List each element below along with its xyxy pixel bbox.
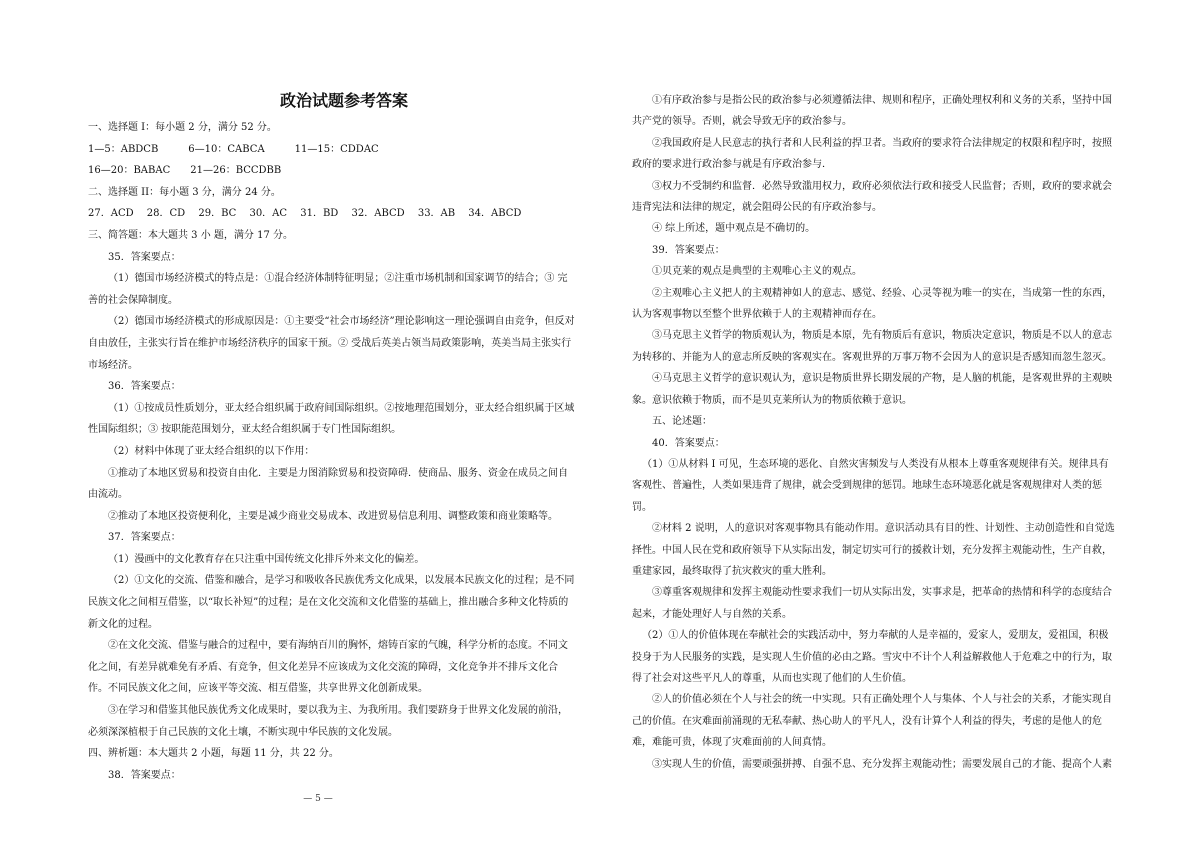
text-line: 客观性、普遍性，人类如果违背了规律，就会受到规律的惩罚。地球生态环境恶化就是客观规律对人类的惩 — [632, 480, 1102, 492]
text-line: 象。意识依赖于物质，而不是贝克莱所认为的物质依赖于意识。 — [632, 394, 912, 406]
text-line: 36．答案要点： — [108, 381, 181, 393]
text-line: （1）①按成员性质划分，亚太经合组织属于政府间国际组织。②按地理范围划分，亚太经合组织属于区域 — [108, 402, 575, 414]
text-line: ②在文化交流、借鉴与融合的过程中，要有海纳百川的胸怀，熔铸百家的气魄，科学分析的态度。不同文 — [108, 640, 568, 652]
text-line: ③实现人生的价值，需要顽强拼搏、自强不息、充分发挥主观能动性；需要发展自己的才能、提高个人素 — [652, 758, 1112, 770]
text-line: ③尊重客观规律和发挥主观能动性要求我们一切从实际出发，实事求是，把革命的热情和科学的态度结合 — [652, 587, 1112, 599]
text-line: 自由放任，主张实行旨在维护市场经济秩序的国家干预。② 受战后英美占领当局政策影响，英美当局主张实行 — [88, 337, 572, 349]
text-line: 必须深深植根于自己民族的文化土壤，不断实现中华民族的文化发展。 — [88, 726, 398, 738]
text-line: 五、论述题： — [652, 416, 712, 428]
text-line: （1）德国市场经济模式的特点是：①混合经济体制特征明显；②注重市场机制和国家调节的结合；③ 完 — [108, 273, 568, 285]
text-line: （1）①从材料 I 可见，生态环境的恶化、自然灾害频发与人类没有从根本上尊重客观规律有关。规律具有 — [642, 458, 1109, 470]
text-line: ②材料 2 说明，人的意识对客观事物具有能动作用。意识活动具有目的性、计划性、主动创造性和自觉选 — [652, 523, 1115, 535]
text-line: 38．答案要点： — [108, 769, 181, 781]
text-line: ③马克思主义哲学的物质观认为，物质是本原，先有物质后有意识，物质决定意识，物质是不以人的意志 — [652, 330, 1112, 342]
text-line: 为转移的、并能为人的意志所反映的客观实在。客观世界的万事万物不会因为人的意识是否感知而忽生忽灭。 — [632, 351, 1112, 363]
text-line: ④ 综上所述，题中观点是不确切的。 — [652, 223, 816, 235]
text-line: 得了社会对这些平凡人的尊重，从而也实现了他们的人生价值。 — [632, 672, 912, 684]
left-column — [88, 90, 600, 786]
text-line: ②人的价值必须在个人与社会的统一中实现。只有正确处理个人与集体、个人与社会的关系，才能实现自 — [652, 694, 1112, 706]
text-line: ①推动了本地区贸易和投资自由化．主要是力图消除贸易和投资障碍．使商品、服务、资金在成员之间自 — [108, 467, 568, 479]
left-column-text — [88, 117, 600, 786]
text-line: 重建家园，最终取得了抗灾救灾的重大胜利。 — [632, 565, 832, 577]
page-number: — 5 — — [303, 794, 333, 804]
text-line: ④马克思主义哲学的意识观认为，意识是物质世界长期发展的产物，是人脑的机能，是客观世界的主观映 — [652, 373, 1112, 385]
text-line: 40．答案要点： — [652, 437, 725, 449]
text-line: 善的社会保障制度。 — [88, 294, 178, 306]
text-line: 37．答案要点： — [108, 532, 181, 544]
right-column — [632, 90, 1162, 775]
text-line: （2）①人的价值体现在奉献社会的实践活动中，努力奉献的人是幸福的，爱家人，爱朋友，爱祖国，积极 — [642, 630, 1109, 642]
text-line: 1—5：ABDCB 6—10：CABCA 11—15：CDDAC — [88, 143, 379, 155]
text-line: 择性。中国人民在党和政府领导下从实际出发，制定切实可行的援救计划，充分发挥主观能动性，生产自救， — [632, 544, 1112, 556]
text-line: （2）①文化的交流、借鉴和融合，是学习和吸收各民族优秀文化成果，以发展本民族文化的过程；是不同 — [108, 575, 575, 587]
text-line: 化之间，有差异就难免有矛盾、有竞争，但文化差异不应该成为文化交流的障碍，文化竞争并不排斥文化合 — [88, 661, 558, 673]
text-line: 政府的要求进行政治参与就是有序政治参与． — [632, 159, 832, 171]
text-line: 共产党的领导。否则，就会导致无序的政治参与。 — [632, 116, 852, 128]
text-line: 罚。 — [632, 501, 652, 513]
text-line: 39．答案要点： — [652, 244, 725, 256]
text-line: 起来，才能处理好人与自然的关系。 — [632, 608, 792, 620]
text-line: （2）德国市场经济模式的形成原因是：①主要受“社会市场经济”理论影响这一理论强调自由竞争，但反对 — [108, 316, 575, 328]
text-line: 市场经济。 — [88, 359, 138, 371]
text-line: 四、辨析题：本大题共 2 小题，每题 11 分，共 22 分。 — [88, 748, 339, 760]
page-title: 政治试题参考答案 — [279, 91, 408, 110]
text-line: 27．ACD 28．CD 29．BC 30．AC 31．BD 32．ABCD 33．AB 34．ABCD — [88, 208, 522, 220]
text-line: 16—20：BABAC 21—26：BCCDBB — [88, 165, 282, 177]
text-line: 三、简答题：本大题共 3 小 题，满分 17 分。 — [88, 229, 293, 241]
text-line: ③权力不受制约和监督．必然导致滥用权力，政府必须依法行政和接受人民监督；否则，政府的要求就会 — [652, 180, 1112, 192]
right-column-text — [632, 90, 1162, 775]
text-line: 认为客观事物以至整个世界依赖于人的主观精神而存在。 — [632, 309, 882, 321]
text-line: （1）漫画中的文化教育存在只注重中国传统文化排斥外来文化的偏差。 — [108, 553, 425, 565]
text-line: 由流动。 — [88, 489, 128, 501]
text-line: 作。不同民族文化之间，应该平等交流、相互借鉴，共享世界文化创新成果。 — [88, 683, 428, 695]
text-line: 投身于为人民服务的实践，是实现人生价值的必由之路。雪灾中不计个人利益解救他人于危难之中的行为，取 — [632, 651, 1112, 663]
text-line: 违背宪法和法律的规定，就会阻碍公民的有序政治参与。 — [632, 202, 882, 214]
text-line: 己的价值。在灾难面前涌现的无私奉献、热心助人的平凡人，没有计算个人利益的得失，考虑的是他人的危 — [632, 715, 1102, 727]
text-line: ①贝克莱的观点是典型的主观唯心主义的观点。 — [652, 266, 862, 278]
text-line: 新文化的过程。 — [88, 618, 158, 630]
text-line: 性国际组织；③ 按职能范围划分，亚太经合组织属于专门性国际组织。 — [88, 424, 402, 436]
text-line: 难，难能可贵，体现了灾难面前的人间真情。 — [632, 737, 832, 749]
text-line: （2）材料中体现了亚太经合组织的以下作用： — [108, 445, 315, 457]
text-line: ②我国政府是人民意志的执行者和人民利益的捍卫者。当政府的要求符合法律规定的权限和程序时，按照 — [652, 137, 1112, 149]
text-line: 一、选择题 I：每小题 2 分，满分 52 分。 — [88, 122, 277, 133]
text-line: 35．答案要点： — [108, 251, 181, 263]
text-line: 民族文化之间相互借鉴，以“取长补短”的过程；是在文化交流和文化借鉴的基础上，推出融合多种文化特质的 — [88, 597, 569, 609]
text-line: 二、选择题 II：每小题 3 分，满分 24 分。 — [88, 186, 281, 198]
text-line: ③在学习和借鉴其他民族优秀文化成果时，要以我为主、为我所用。我们要跻身于世界文化发展的前沿， — [108, 705, 568, 717]
text-line: ②推动了本地区投资便利化，主要是减少商业交易成本、改进贸易信息利用、调整政策和商业策略等。 — [108, 510, 558, 522]
text-line: ②主观唯心主义把人的主观精神如人的意志、感觉、经验、心灵等视为唯一的实在，当成第一性的东西， — [652, 287, 1112, 299]
text-line: ①有序政治参与是指公民的政治参与必须遵循法律、规则和程序，正确处理权利和义务的关系，坚持中国 — [652, 95, 1112, 106]
